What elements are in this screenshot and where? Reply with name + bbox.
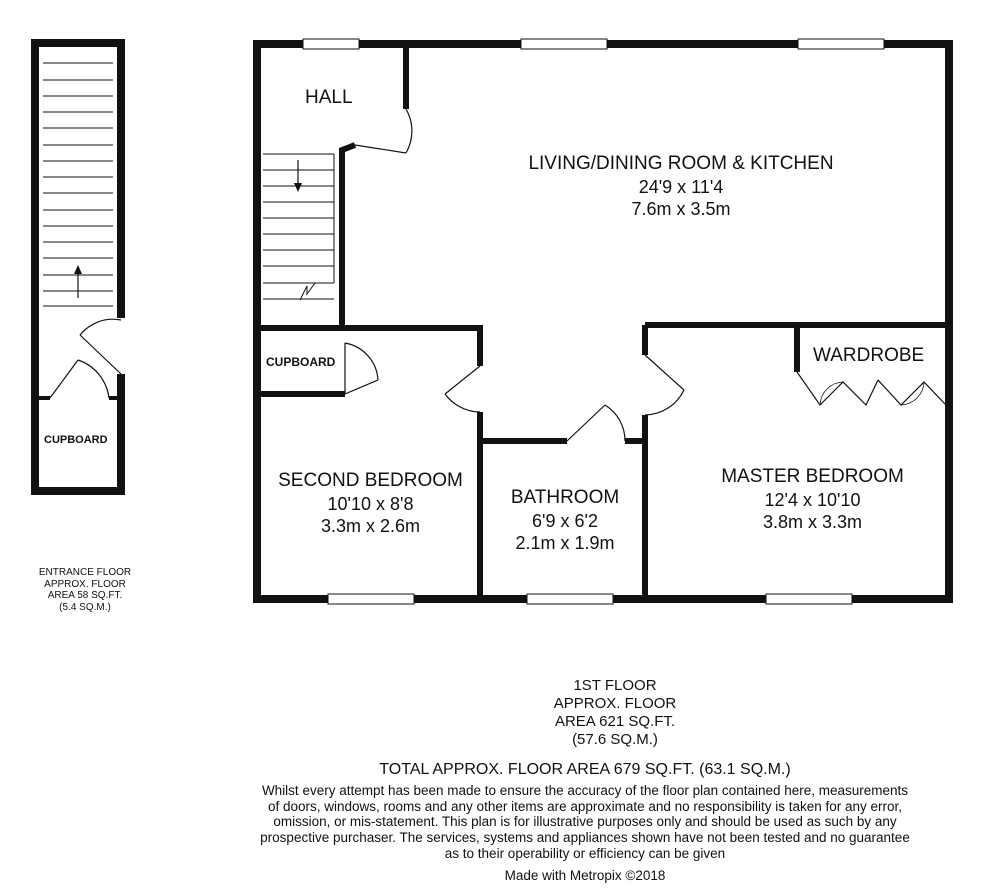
hall-name: HALL <box>305 87 353 108</box>
living-room-metric: 7.6m x 3.5m <box>631 199 731 220</box>
first-floor-line-4: (57.6 SQ.M.) <box>572 731 658 748</box>
second-bedroom-imperial: 10'10 x 8'8 <box>327 493 414 514</box>
first-floor-line-3: AREA 621 SQ.FT. <box>554 713 676 730</box>
second-bedroom-metric: 3.3m x 2.6m <box>320 516 421 537</box>
disclaimer-line-3: omission, or mis-statement. This plan is for illustrative purposes only and should be used as such by any <box>273 814 897 830</box>
entrance-cupboard-door <box>50 360 109 398</box>
entrance-note-line-1: ENTRANCE FLOOR <box>38 567 132 578</box>
disclaimer <box>200 783 970 861</box>
cupboard-door <box>345 343 378 394</box>
hall-label <box>305 86 353 110</box>
hall-door <box>355 109 412 153</box>
wardrobe-name: WARDROBE <box>813 345 925 366</box>
master-bedroom-door <box>645 355 684 415</box>
disclaimer-line-4: prospective purchaser. The services, systems and appliances shown have not been tested and no guarantee <box>260 829 910 845</box>
master-bedroom-imperial: 12'4 x 10'10 <box>764 489 861 510</box>
disclaimer-line-1: Whilst every attempt has been made to ensure the accuracy of the floor plan contained here, measurements <box>261 783 909 798</box>
down-arrow-icon <box>294 160 302 192</box>
living-room-imperial: 24'9 x 11'4 <box>638 176 724 197</box>
first-floor-note <box>490 677 740 749</box>
disclaimer-line-2: of doors, windows, rooms and any other items are approximate and no responsibility is taken for any error, <box>267 798 903 814</box>
second-bedroom-label <box>263 469 478 538</box>
bathroom-door <box>567 405 625 441</box>
first-floor-line-2: APPROX. FLOOR <box>553 695 677 712</box>
bathroom-metric: 2.1m x 1.9m <box>515 533 615 554</box>
living-room-label <box>481 152 881 221</box>
second-bedroom-name: SECOND BEDROOM <box>278 470 463 491</box>
master-bedroom-name: MASTER BEDROOM <box>721 466 904 487</box>
second-bedroom-door <box>445 366 480 412</box>
disclaimer-line-5: as to their operability or efficiency can be given <box>444 845 726 861</box>
total-floor-area: TOTAL APPROX. FLOOR AREA 679 SQ.FT. (63.1 SQ.M.) <box>379 761 791 778</box>
master-bedroom-label <box>690 465 935 534</box>
entrance-note-line-2: APPROX. FLOOR <box>44 578 126 590</box>
entrance-note-line-3: AREA 58 SQ.FT. <box>47 590 123 601</box>
entrance-floor <box>35 43 128 491</box>
up-arrow-icon <box>74 265 82 298</box>
first-floor-line-1: 1ST FLOOR <box>573 677 657 694</box>
living-room-name: LIVING/DINING ROOM & KITCHEN <box>528 153 834 174</box>
bathroom-imperial: 6'9 x 6'2 <box>532 510 598 531</box>
cupboard-label: CUPBOARD <box>266 355 336 369</box>
wardrobe-doors <box>797 372 946 405</box>
bathroom-name: BATHROOM <box>510 487 620 508</box>
entrance-floor-note <box>20 567 150 613</box>
entrance-note-line-4: (5.4 SQ.M.) <box>59 601 111 613</box>
master-bedroom-metric: 3.8m x 3.3m <box>762 512 863 533</box>
bathroom-label <box>488 486 642 555</box>
wardrobe-label <box>813 344 924 368</box>
metropix-credit: Made with Metropix ©2018 <box>504 868 666 883</box>
entrance-cupboard-label: CUPBOARD <box>44 434 108 446</box>
